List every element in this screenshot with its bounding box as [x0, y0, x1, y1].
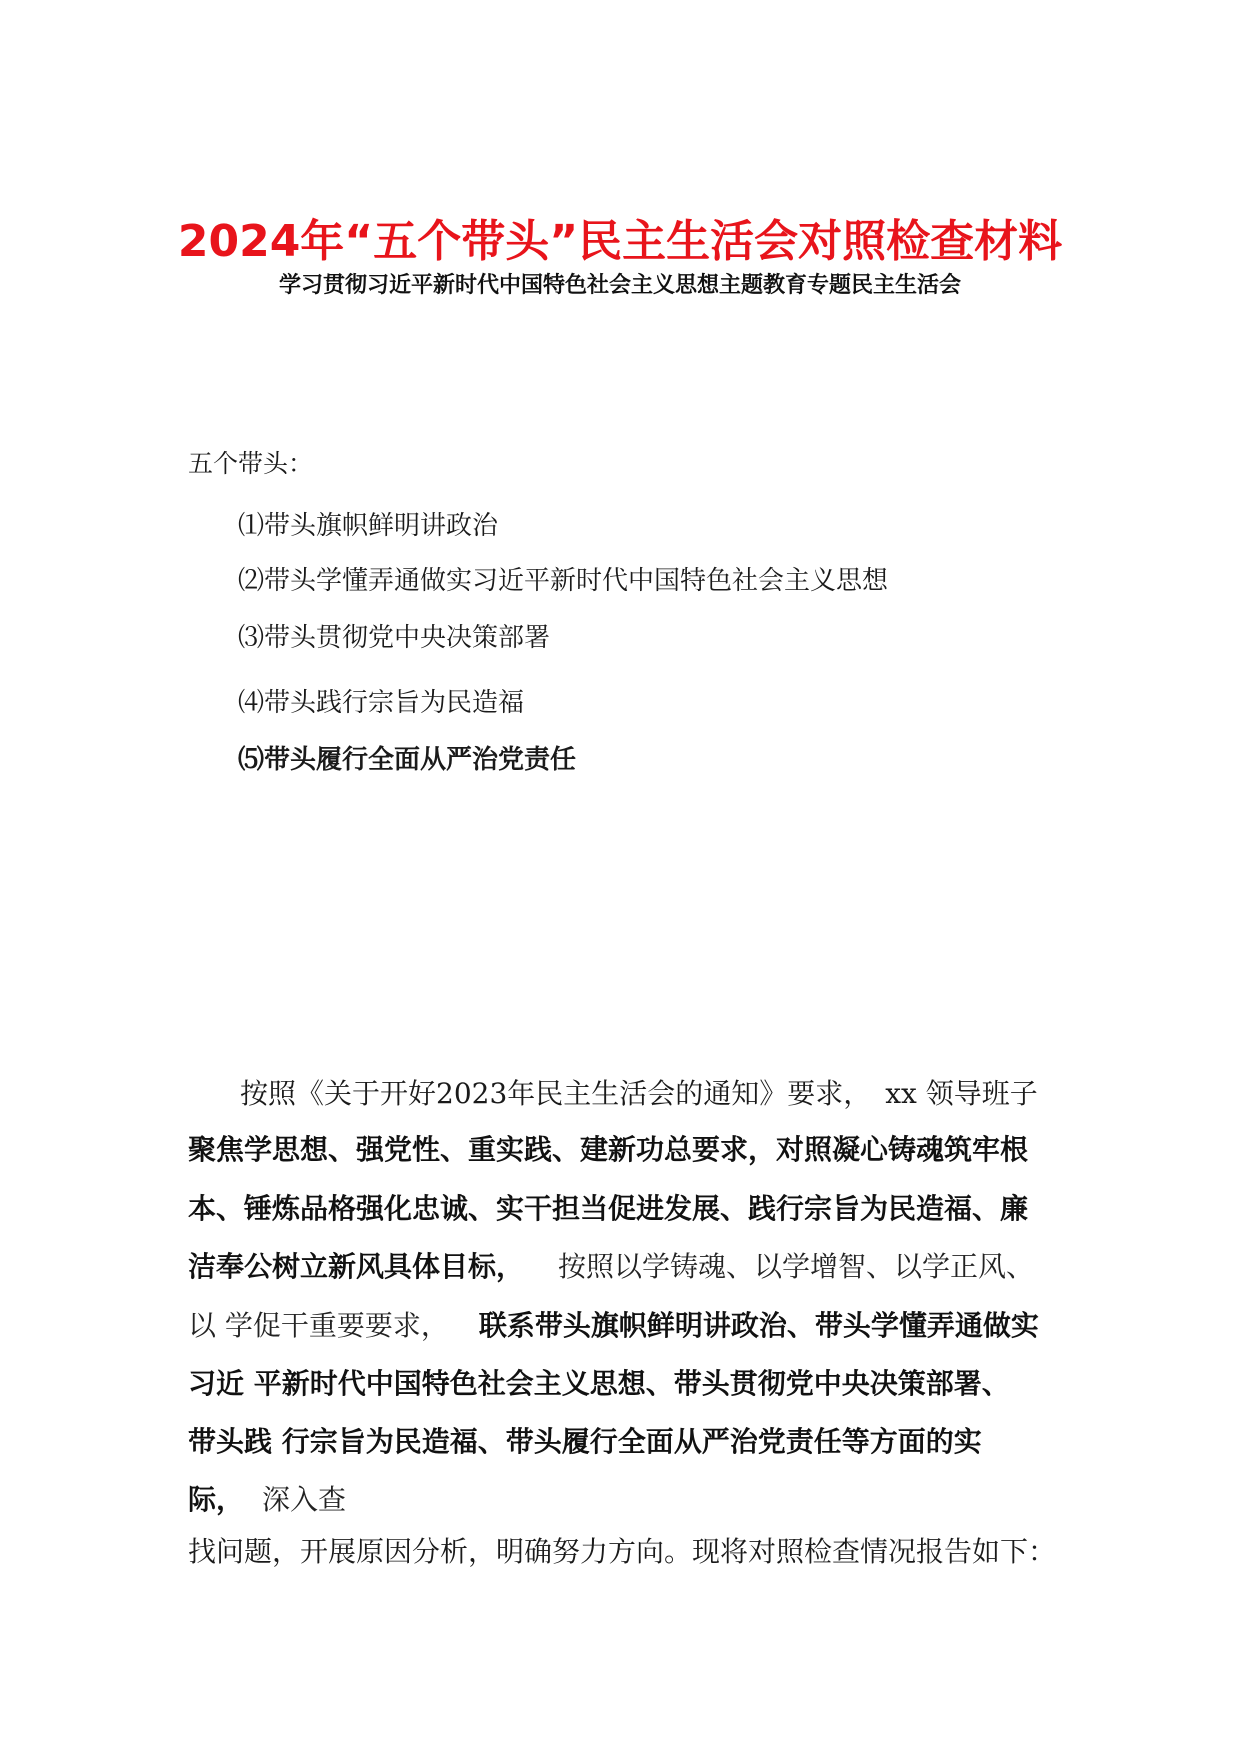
list-item-3: ⑶带头贯彻党中央决策部署 [238, 623, 551, 653]
paragraph-line-8-normal: 深入查 [262, 1483, 347, 1516]
intro-label: 五个带头： [188, 449, 314, 478]
paragraph-line-6: 习近 平新时代中国特色社会主义思想、带头贯彻党中央决策部署、 [188, 1367, 1010, 1400]
paragraph-line-8 [188, 1480, 1058, 1520]
list-item-4: ⑷带头践行宗旨为民造福 [238, 688, 525, 718]
list-item-2: ⑵带头学懂弄通做实习近平新时代中国特色社会主义思想 [238, 566, 889, 596]
paragraph-line-5 [188, 1306, 1058, 1346]
paragraph-line-5-normal: 以 学促干重要要求， [188, 1309, 449, 1342]
paragraph-line-8-bold: 际， [188, 1483, 245, 1516]
paragraph-line-7: 带头践 行宗旨为民造福、带头履行全面从严治党责任等方面的实 [188, 1425, 982, 1458]
list-item-5: ⑸带头履行全面从严治党责任 [238, 745, 577, 775]
paragraph-line-4 [188, 1247, 1058, 1287]
paragraph-line-9: 找问题，开展原因分析，明确努力方向。现将对照检查情况报告如下： [188, 1535, 1057, 1568]
paragraph-line-5-bold: 联系带头旗帜鲜明讲政治、带头学懂弄通做实 [478, 1309, 1039, 1342]
document-title: 2024年“五个带头”民主生活会对照检查材料 [177, 216, 1063, 267]
paragraph-line-1: 按照《关于开好2023年民主生活会的通知》要求， xx 领导班子 [240, 1077, 1038, 1110]
paragraph-line-2: 聚焦学思想、强党性、重实践、建新功总要求，对照凝心铸魂筑牢根 [188, 1133, 1029, 1166]
paragraph-line-4-bold: 洁奉公树立新风具体目标， [188, 1250, 525, 1283]
paragraph-line-3: 本、锤炼品格强化忠诚、实干担当促进发展、践行宗旨为民造福、廉 [188, 1192, 1029, 1225]
document-subtitle: 学习贯彻习近平新时代中国特色社会主义思想主题教育专题民主生活会 [278, 273, 961, 298]
list-item-1: ⑴带头旗帜鲜明讲政治 [238, 511, 499, 541]
paragraph-line-4-normal: 按照以学铸魂、以学增智、以学正风、 [558, 1250, 1035, 1283]
